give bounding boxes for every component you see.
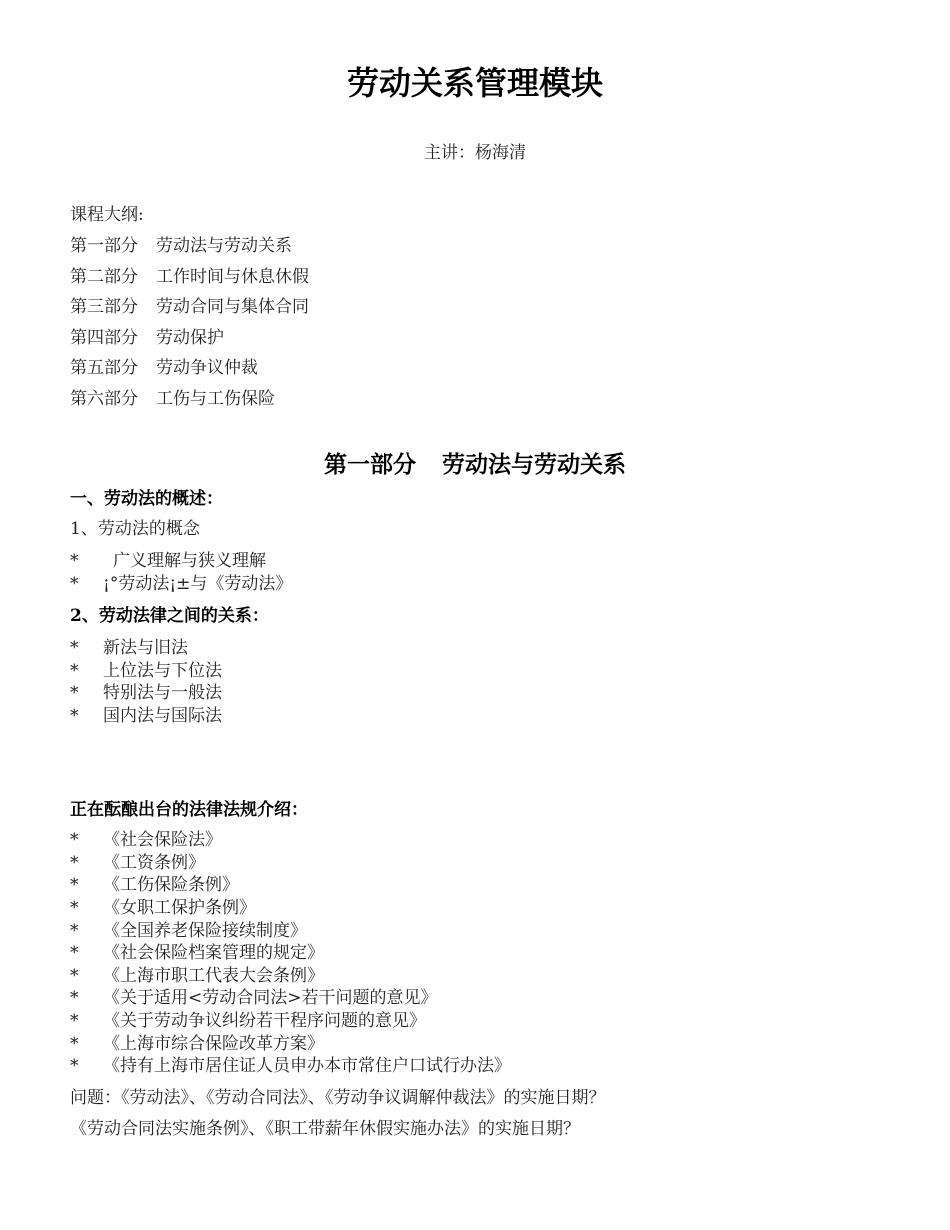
outline-name: 劳动法与劳动关系 <box>156 236 292 256</box>
section-title <box>0 446 950 479</box>
bullet-icon: * <box>70 898 79 918</box>
section-name: 劳动法与劳动关系 <box>442 451 626 478</box>
outline-item-3 <box>70 292 309 317</box>
section-part: 第一部分 <box>324 451 416 478</box>
bullet-icon: * <box>70 638 79 658</box>
speaker-line: 主讲：杨海清 <box>424 143 526 163</box>
document-title: 劳动关系管理模块 <box>346 64 603 102</box>
bullet-icon: * <box>70 966 79 986</box>
bullet-icon: * <box>70 661 79 681</box>
list-item: * 《工伤保险条例》 <box>70 875 239 895</box>
list-item: * 《关于劳动争议纠纷若干程序问题的意见》 <box>70 1011 426 1031</box>
outline-part: 第四部分 <box>70 328 138 348</box>
bullet-icon: * <box>70 551 79 571</box>
outline-name: 工伤与工伤保险 <box>156 389 275 409</box>
bullet-icon: * <box>70 683 79 703</box>
outline-part: 第一部分 <box>70 236 138 256</box>
question-line-2: 《劳动合同法实施条例》、《职工带薪年休假实施办法》的实施日期？ <box>70 1119 580 1139</box>
list-item: * 《持有上海市居住证人员申办本市常住户口试行办法》 <box>70 1056 511 1076</box>
bullet-icon: * <box>70 853 79 873</box>
list-item: * 《工资条例》 <box>70 853 205 873</box>
list-item: * 特别法与一般法 <box>70 683 222 703</box>
subheading-concept: 1、劳动法的概念 <box>70 519 200 539</box>
bullet-icon: * <box>70 1011 79 1031</box>
outline-name: 劳动保护 <box>156 328 224 348</box>
bullet-icon: * <box>70 1056 79 1076</box>
bullet-icon: * <box>70 921 79 941</box>
outline-label: 课程大纲: <box>70 205 144 225</box>
list-item: * 《社会保险法》 <box>70 830 222 850</box>
list-item: * 国内法与国际法 <box>70 706 222 726</box>
outline-part: 第二部分 <box>70 267 138 287</box>
outline-name: 劳动合同与集体合同 <box>156 297 309 317</box>
bullet-icon: * <box>70 1034 79 1054</box>
question-line-1: 问题：《劳动法》、《劳动合同法》、《劳动争议调解仲裁法》的实施日期？ <box>70 1088 606 1108</box>
list-item: * 《上海市职工代表大会条例》 <box>70 966 324 986</box>
heading-relations: 2、劳动法律之间的关系： <box>70 606 269 626</box>
outline-item-4 <box>70 323 224 348</box>
bullet-icon: * <box>70 574 79 594</box>
outline-name: 劳动争议仲裁 <box>156 358 258 378</box>
heading-overview: 一、劳动法的概述： <box>70 489 223 509</box>
outline-item-1 <box>70 231 292 256</box>
outline-name: 工作时间与休息休假 <box>156 267 309 287</box>
bullet-icon: * <box>70 875 79 895</box>
list-item: * 《上海市综合保险改革方案》 <box>70 1034 324 1054</box>
list-item: * 上位法与下位法 <box>70 661 222 681</box>
outline-part: 第六部分 <box>70 389 138 409</box>
list-item: * 《全国养老保险接续制度》 <box>70 921 307 941</box>
list-item: * 广义理解与狭义理解 <box>70 551 266 571</box>
bullet-icon: * <box>70 943 79 963</box>
list-item: * 《女职工保护条例》 <box>70 898 256 918</box>
bullet-icon: * <box>70 988 79 1008</box>
bullet-icon: * <box>70 706 79 726</box>
outline-part: 第三部分 <box>70 297 138 317</box>
outline-part: 第五部分 <box>70 358 138 378</box>
list-item: * ¡°劳动法¡±与《劳动法》 <box>70 574 293 594</box>
outline-item-6 <box>70 384 275 409</box>
bullet-icon: * <box>70 830 79 850</box>
outline-item-5 <box>70 353 258 378</box>
list-item: * 《社会保险档案管理的规定》 <box>70 943 324 963</box>
list-item: * 新法与旧法 <box>70 638 188 658</box>
heading-upcoming-laws: 正在酝酿出台的法律法规介绍： <box>70 800 308 820</box>
list-item: * 《关于适用<劳动合同法>若干问题的意见》 <box>70 988 438 1008</box>
outline-item-2 <box>70 262 309 287</box>
